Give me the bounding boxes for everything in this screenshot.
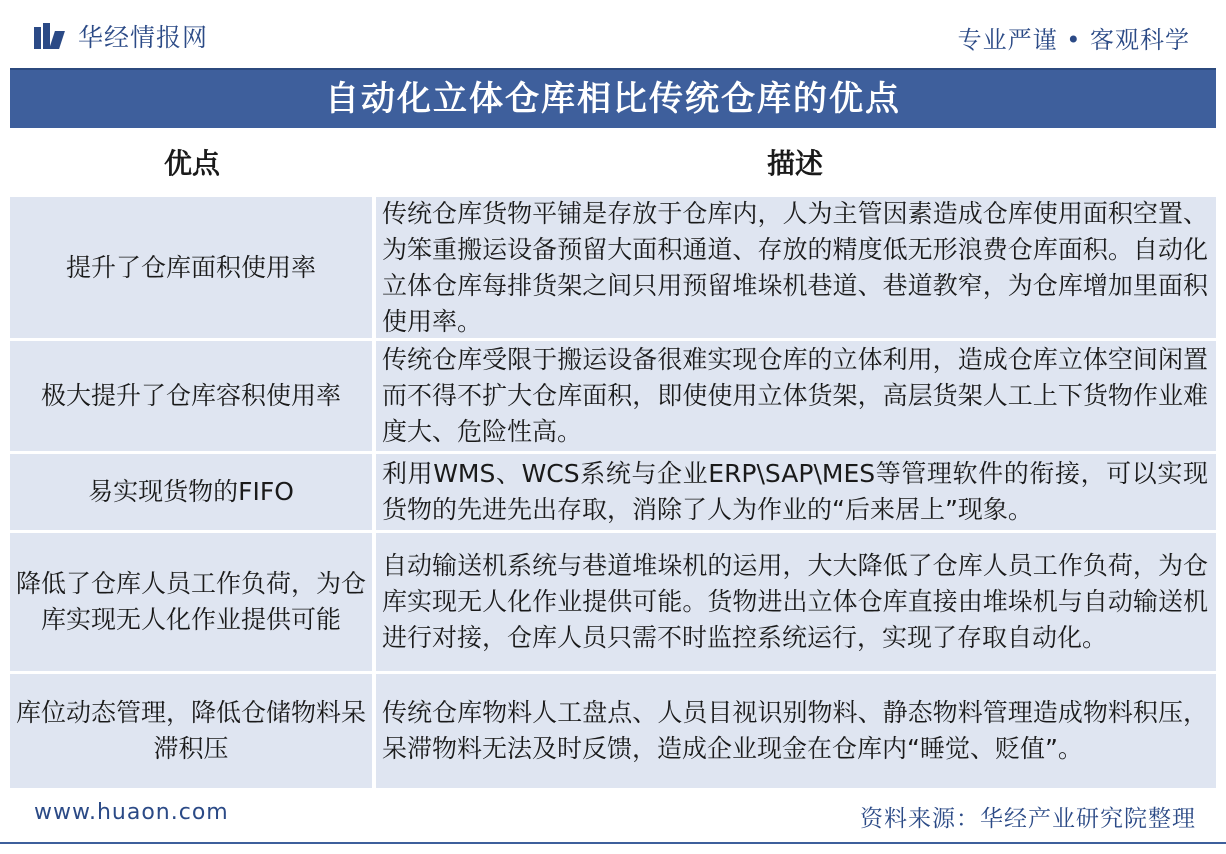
- advantages-table: [10, 130, 1216, 788]
- advantage-cell: 易实现货物的FIFO: [10, 454, 372, 530]
- advantage-cell: 库位动态管理，降低仓储物料呆滞积压: [10, 674, 372, 788]
- huajing-logo-icon: [34, 23, 68, 49]
- column-header-description: 描述: [766, 147, 823, 180]
- advantage-cell: 极大提升了仓库容积使用率: [10, 341, 372, 451]
- table-row: [10, 674, 1216, 788]
- table-row: [10, 533, 1216, 671]
- table-row: [10, 197, 1216, 338]
- description-cell: 传统仓库受限于搬运设备很难实现仓库的立体利用，造成仓库立体空间闲置而不得不扩大仓库面积，即使使用立体货架，高层货架人工上下货物作业难度大、危险性高。: [376, 341, 1216, 451]
- advantage-cell: 降低了仓库人员工作负荷，为仓库实现无人化作业提供可能: [10, 533, 372, 671]
- table-row: [10, 454, 1216, 530]
- top-bar: [0, 0, 1226, 64]
- column-header-advantage: 优点: [163, 147, 220, 180]
- brand: [34, 18, 208, 54]
- description-cell: 自动输送机系统与巷道堆垛机的运用，大大降低了仓库人员工作负荷，为仓库实现无人化作业提供可能。货物进出立体仓库直接由堆垛机与自动输送机进行对接，仓库人员只需不时监控系统运行，实现了存取自动化。: [376, 533, 1216, 671]
- website-link[interactable]: www.huaon.com: [34, 800, 229, 825]
- bottom-divider: [0, 842, 1226, 854]
- description-cell: 利用WMS、WCS系统与企业ERP\SAP\MES等管理软件的衔接，可以实现货物的先进先出存取，消除了人为作业的“后来居上”现象。: [376, 454, 1216, 530]
- footer: [0, 790, 1226, 840]
- description-cell: 传统仓库货物平铺是存放于仓库内，人为主管因素造成仓库使用面积空置、为笨重搬运设备预留大面积通道、存放的精度低无形浪费仓库面积。自动化立体仓库每排货架之间只用预留堆垛机巷道、巷道教窄，为仓库增加里面积使用率。: [376, 197, 1216, 338]
- slogan: 专业严谨 • 客观科学: [957, 26, 1190, 54]
- table-header: [10, 130, 1216, 194]
- advantage-cell: 提升了仓库面积使用率: [10, 197, 372, 338]
- page-title: 自动化立体仓库相比传统仓库的优点: [10, 68, 1216, 128]
- description-cell: 传统仓库物料人工盘点、人员目视识别物料、静态物料管理造成物料积压，呆滞物料无法及时反馈，造成企业现金在仓库内“睡觉、贬值”。: [376, 674, 1216, 788]
- brand-name: 华经情报网: [78, 23, 209, 52]
- source-note: 资料来源：华经产业研究院整理: [860, 806, 1196, 832]
- table-row: [10, 341, 1216, 451]
